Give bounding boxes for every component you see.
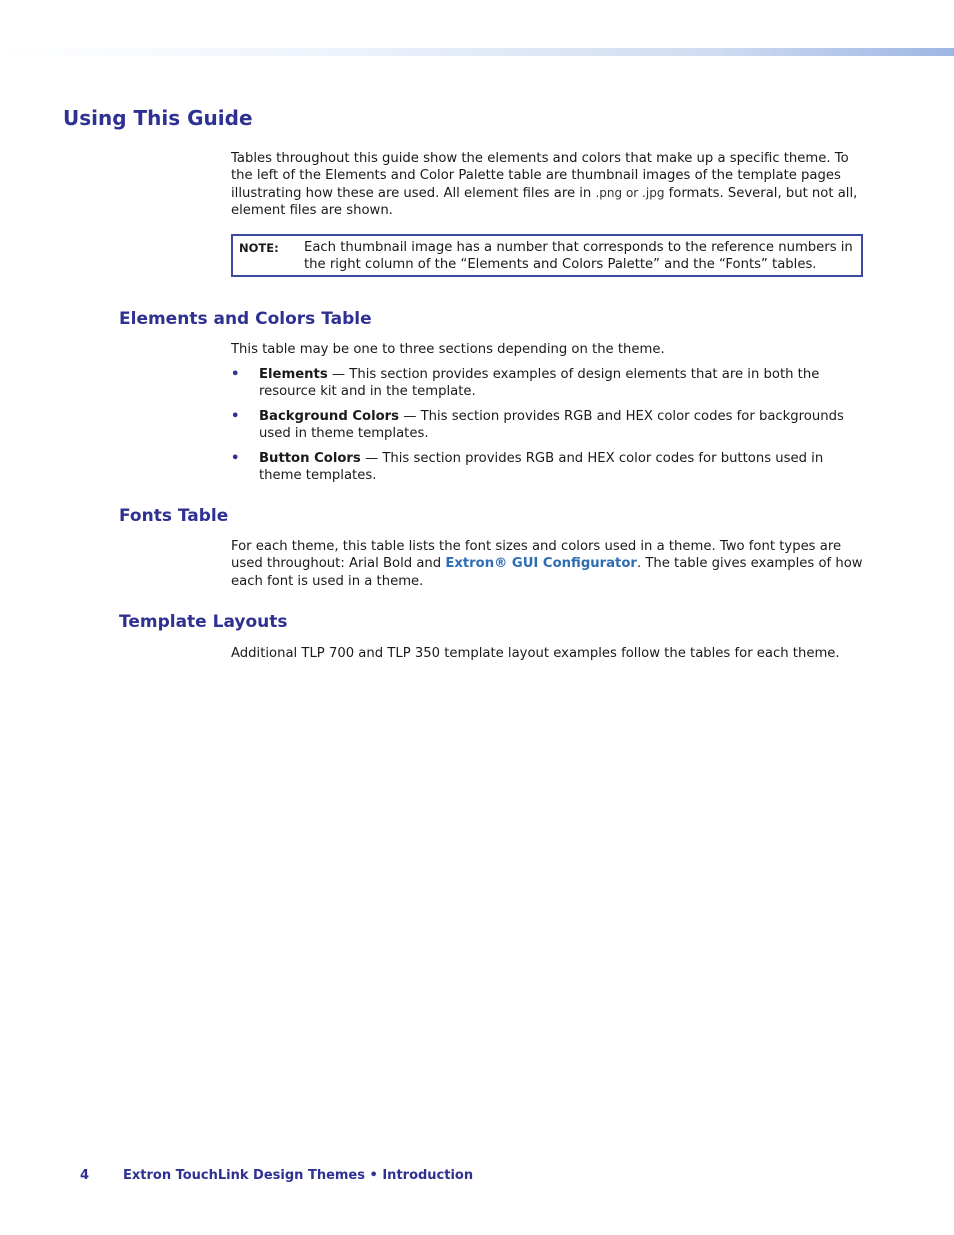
note-text: Each thumbnail image has a number that corresponds to the reference numbers in the right column of the “Elements and Colors Palette” and the “Fonts” tables. [304,240,853,273]
heading-template-layouts: Template Layouts [119,612,288,632]
bullet-term: Background Colors [259,408,400,424]
intro-text-part1: Tables throughout this guide show the elements and colors that make up a specific theme. To the left of the Elements and Color Palette table are thumbnail images of the template pages illustrating how these are used. All element files are in [231,151,849,201]
template-layouts-paragraph: Additional TLP 700 and TLP 350 template layout examples follow the tables for each theme. [231,646,840,661]
elements-colors-bullet-list [231,366,863,491]
page-title: Using This Guide [63,106,253,130]
format-png: .png [595,185,623,200]
heading-elements-colors-table: Elements and Colors Table [119,309,372,329]
fonts-text-part2: . The table gives examples of how each font is used in a theme. [231,556,863,589]
note-box [231,234,863,277]
format-jpg: .jpg [642,185,665,200]
page-footer [0,1168,954,1186]
list-item [231,408,863,443]
footer-page-number: 4 [80,1168,90,1183]
list-item [231,450,863,485]
bullet-icon: • [231,367,240,382]
header-gradient-band [0,48,954,56]
intro-paragraph [231,150,863,220]
bullet-icon: • [231,450,240,466]
list-item [231,366,863,401]
intro-text-part2: formats. Several, but not all, element files are shown. [231,185,858,219]
bullet-text: — This section provides examples of design elements that are in both the resource kit and in the template. [259,367,820,400]
bullet-icon: • [231,408,240,424]
footer-title: Extron TouchLink Design Themes • Introduction [123,1168,474,1183]
heading-fonts-table: Fonts Table [119,506,229,526]
bullet-term: Button Colors [259,450,361,466]
fonts-paragraph [231,538,863,590]
gui-configurator-link[interactable]: Extron® GUI Configurator [445,556,637,572]
fonts-text-part1: For each theme, this table lists the font sizes and colors used in a theme. Two font types are used throughout: Arial Bold and [231,539,842,572]
note-label: NOTE: [239,241,279,255]
bullet-term: Elements [259,367,328,382]
bullet-text: — This section provides RGB and HEX color codes for backgrounds used in theme templates. [259,408,844,442]
format-or: or [622,185,643,200]
bullet-text: — This section provides RGB and HEX color codes for buttons used in theme templates. [259,450,824,484]
elements-colors-intro: This table may be one to three sections depending on the theme. [231,342,665,357]
